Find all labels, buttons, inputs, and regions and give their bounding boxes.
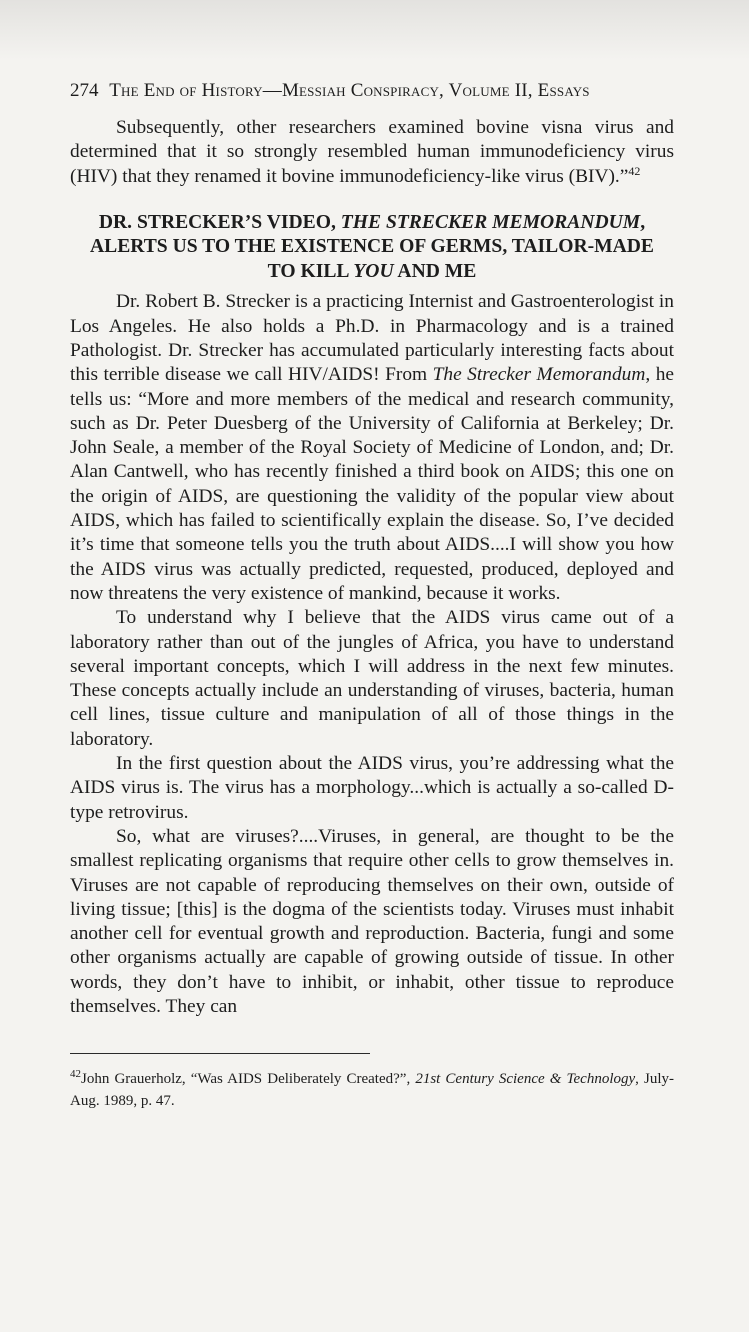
running-head	[70, 80, 674, 102]
paragraph-understand: To understand why I believe that the AIDS virus came out of a laboratory rather than out of the jungles of Africa, you have to understand several important concepts, which I will address in the next few minutes. These concepts actually include an understanding of viruses, bacteria, human cell lines, tissue culture and manipulation of all of those things in the laboratory.	[70, 607, 674, 750]
running-title: The End of History—Messiah Conspiracy, Volume II, Essays	[109, 80, 590, 101]
heading-text-1: DR. STRECKER’S VIDEO,	[98, 211, 341, 233]
footnote-number: 42	[70, 1068, 81, 1080]
paragraph-viruses: So, what are viruses?....Viruses, in general, are thought to be the smallest replicating organisms that require other cells to grow themselves in. Viruses are not capable of reproducing themselves on their own, outside of living tissue; [this] is the dogma of the scientists today. Viruses must inhabit another cell for eventual growth and reproduction. Bacteria, fungi and some other organisms actually are capable of growing outside of tissue. In other words, they don’t have to inhibit, or inhabit, other tissue to reproduce themselves. They can	[70, 825, 674, 1017]
section-heading	[88, 211, 656, 285]
page-number: 274	[70, 80, 99, 101]
paragraph-strecker-text-1: Dr. Robert B. Strecker is a practicing Internist and Gastroenterologist in Los Angeles. He also holds a Ph.D. in Pharmacology and is a trained Pathologist. Dr. Strecker has accumulated particularly interesting facts about this terrible disease we call HIV/AIDS! From	[70, 291, 674, 386]
heading-you-italic: YOU	[353, 260, 394, 282]
footnote-publication: 21st Century Science & Technology	[415, 1071, 636, 1087]
footnote-ref-42: 42	[628, 163, 641, 178]
footnote-text-2: , July-Aug. 1989, p. 47.	[70, 1071, 674, 1109]
heading-text-2: , ALERTS US TO THE EXISTENCE OF GERMS, TAILOR-MADE TO KILL	[89, 211, 655, 282]
intro-paragraph	[70, 116, 674, 189]
paragraph-strecker	[70, 290, 674, 606]
paragraph-first-question: In the first question about the AIDS virus, you’re addressing what the AIDS virus is. The virus has a morphology...which is actually a so-called D-type retrovirus.	[70, 753, 674, 823]
intro-paragraph-text: Subsequently, other researchers examined bovine visna virus and determined that it so strongly resembled human immunodeficiency virus (HIV) that they renamed it bovine immunodeficiency-like virus (BIV).”	[70, 117, 674, 187]
footnote-text-1: John Grauerholz, “Was AIDS Deliberately Created?”,	[81, 1071, 416, 1087]
book-page	[70, 80, 674, 1019]
heading-title-italic: THE STRECKER MEMORANDUM	[340, 211, 641, 233]
footnote-42	[70, 1068, 674, 1112]
footnote-divider	[70, 1053, 370, 1054]
paragraph-strecker-text-2: , he tells us: “More and more members of the medical and research community, such as Dr. Peter Duesberg of the University of California at Berkeley; Dr. John Seale, a member of the Royal Society of Medicine of London, and; Dr. Alan Cantwell, who has recently finished a third book on AIDS; this one on the origin of AIDS, are questioning the validity of the popular view about AIDS, which has failed to scientifically explain the disease. So, I’ve decided it’s time that someone tells you the truth about AIDS....I will show you how the AIDS virus was actually predicted, requested, produced, deployed and now threatens the very existence of mankind, because it works.	[70, 364, 675, 604]
page-top-shadow	[0, 0, 749, 60]
heading-text-3: AND ME	[393, 260, 477, 282]
paragraph-strecker-title: The Strecker Memorandum	[432, 364, 646, 386]
